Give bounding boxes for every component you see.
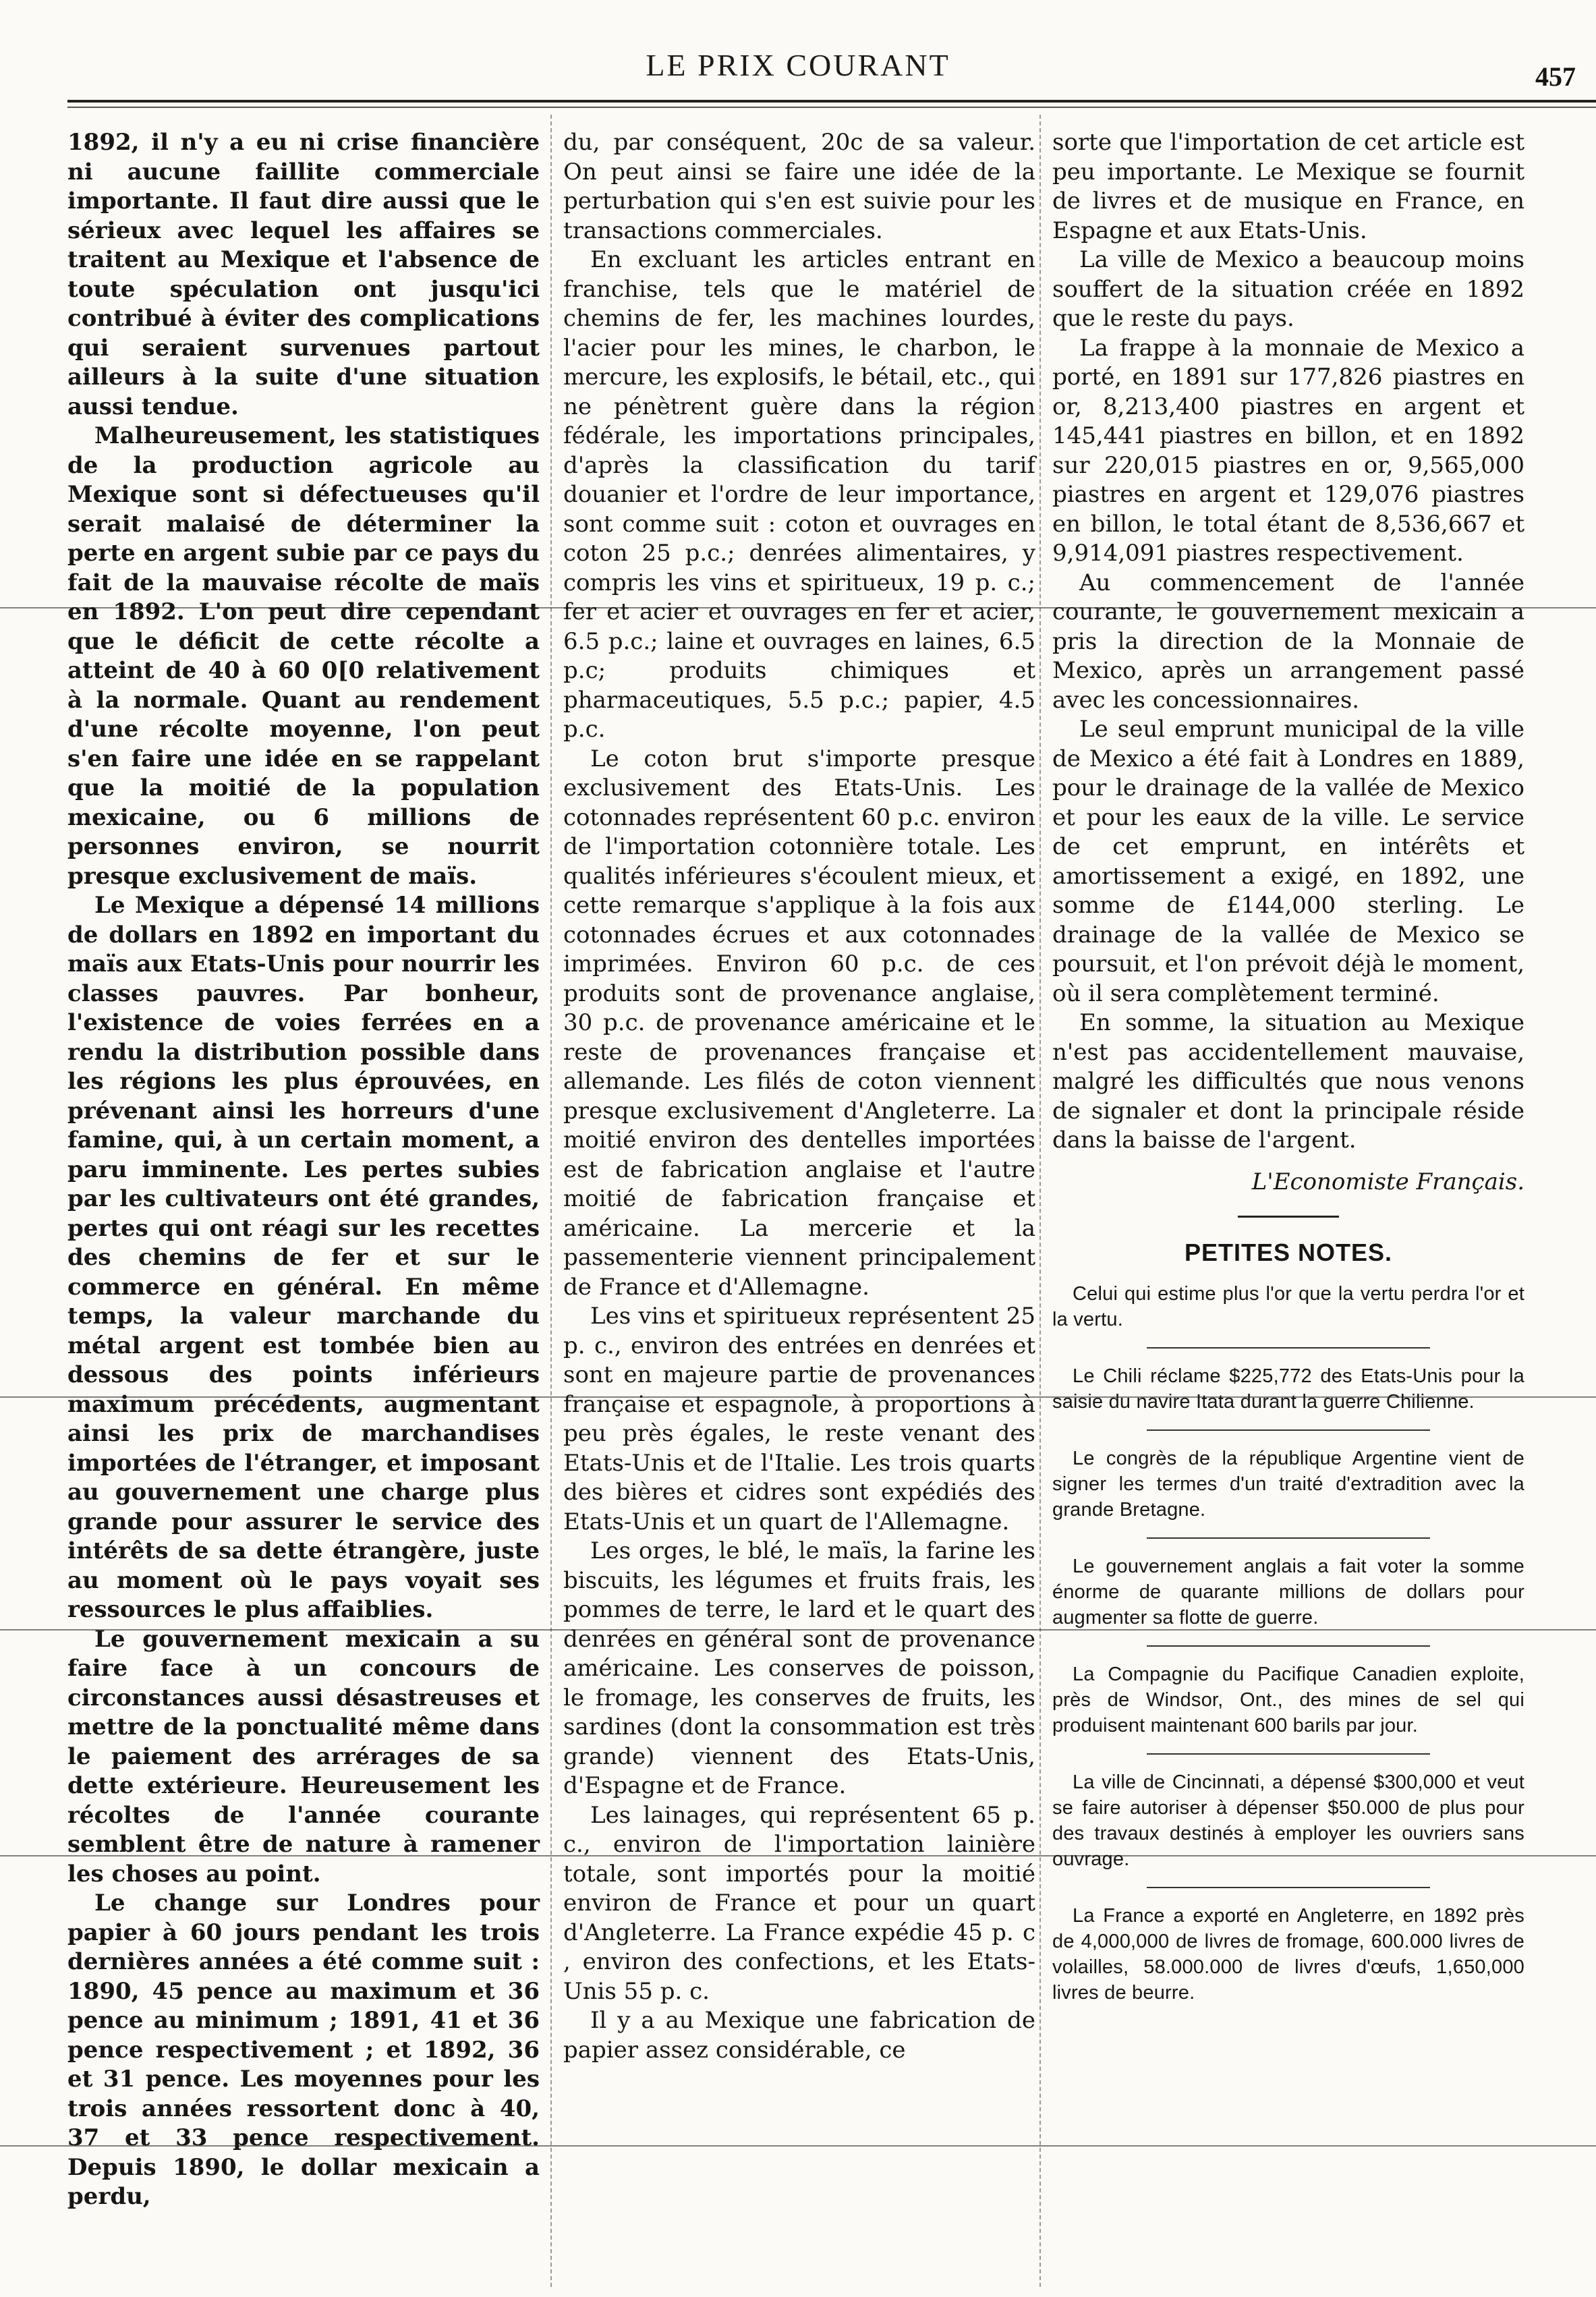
page-header	[0, 0, 1596, 101]
note-divider	[1147, 1347, 1430, 1349]
petites-notes-title: PETITES NOTES.	[1184, 1239, 1393, 1266]
paragraph: La ville de Mexico a beaucoup moins souffert de la situation créée en 1892 que le reste du pays.	[1052, 246, 1524, 332]
note-item: Celui qui estime plus l'or que la vertu perdra l'or et la vertu.	[1052, 1282, 1524, 1330]
scan-crease-line	[0, 1629, 1596, 1630]
column-1	[67, 128, 540, 2212]
note-item: La France a exporté en Angleterre, en 1892 près de 4,000,000 de livres de fromage, 600.000 livres de volailles, 58.000.000 de livres d'œufs, 1,650,000 livres de beurre.	[1052, 1904, 1524, 2004]
paragraph: Il y a au Mexique une fabrication de papier assez considérable, ce	[563, 2007, 1035, 2064]
paragraph: du, par conséquent, 20c de sa valeur. On peut ainsi se faire une idée de la perturbation qui s'en est suivie pour les transactions commerciales.	[563, 129, 1035, 244]
note-divider	[1147, 1887, 1430, 1888]
note-item: Le Chili réclame $225,772 des Etats-Unis pour la saisie du navire Itata durant la guerre Chilienne.	[1052, 1365, 1524, 1413]
paragraph: Au commencement de l'année courante, le gouvernement mexicain a pris la direction de la Monnaie de Mexico, après un arrangement passé avec les concessionnaires.	[1052, 569, 1524, 714]
paragraph: En excluant les articles entrant en franchise, tels que le matériel de chemins de fer, les machines lourdes, l'acier pour les mines, le charbon, le mercure, les explosifs, le bétail, etc., qui ne pénètrent guère dans la région fédérale, les importations principales, d'après la classification du tarif douanier et l'ordre de leur importance, sont comme suit : coton et ouvrages en coton 25 p.c.; denrées alimentaires, y compris les vins et spiritueux, 19 p. c.; fer et acier et ouvrages en fer et acier, 6.5 p.c.; laine et ouvrages en laines, 6.5 p.c; produits chimiques et pharmaceutiques, 5.5 p.c.; papier, 4.5 p.c.	[563, 246, 1035, 743]
header-rule	[67, 100, 1596, 103]
scan-crease-line	[0, 1396, 1596, 1398]
column-divider	[550, 115, 552, 2287]
note-item: Le gouvernement anglais a fait voter la somme énorme de quarante millions de dollars pour augmenter sa flotte de guerre.	[1052, 1555, 1524, 1628]
note-item: La ville de Cincinnati, a dépensé $300,000 et veut se faire autoriser à dépenser $50.000 de plus pour des travaux destinés à employer les ouvriers sans ouvrage.	[1052, 1771, 1524, 1870]
note-item: Le congrès de la république Argentine vient de signer les termes d'un traité d'extradition avec la grande Bretagne.	[1052, 1447, 1524, 1521]
section-ornament-rule	[1238, 1216, 1339, 1218]
header-rule-secondary	[67, 107, 1596, 108]
column-2	[563, 128, 1035, 2065]
paragraph: Le change sur Londres pour papier à 60 jours pendant les trois dernières années a été comme suit : 1890, 45 pence au maximum et 36 pence au minimum ; 1891, 41 et 36 pence respectivement ; et 1892, 36 et 31 pence. Les moyennes pour les trois années ressortent donc à 40, 37 et 33 pence respectivement. Depuis 1890, le dollar mexicain a perdu,	[67, 1890, 540, 2210]
column-3	[1052, 128, 1524, 2014]
scan-crease-line	[0, 2145, 1596, 2147]
paragraph: 1892, il n'y a eu ni crise financière ni aucune faillite commerciale importante. Il faut dire aussi que le sérieux avec lequel les affaires se traitent au Mexique et l'absence de toute spéculation ont jusqu'ici contribué à éviter des complications qui seraient survenues partout ailleurs à la suite d'une situation aussi tendue.	[67, 129, 540, 420]
scan-crease-line	[0, 1855, 1596, 1856]
note-divider	[1147, 1429, 1430, 1431]
paragraph: sorte que l'importation de cet article est peu importante. Le Mexique se fournit de livres et de musique en France, en Espagne et aux Etats-Unis.	[1052, 129, 1524, 244]
paragraph: Le coton brut s'importe presque exclusivement des Etats-Unis. Les cotonnades représentent 60 p.c. environ de l'importation cotonnière totale. Les qualités inférieures s'écoulent mieux, et cette remarque s'applique à la fois aux cotonnades écrues et aux cotonnades imprimées. Environ 60 p.c. de ces produits sont de provenance anglaise, 30 p.c. de provenance américaine et le reste de provenances française et allemande. Les filés de coton viennent presque exclusivement d'Angleterre. La moitié environ des dentelles importées est de fabrication anglaise et l'autre moitié de fabrication française et américaine. La mercerie et la passementerie viennent principalement de France et d'Allemagne.	[563, 745, 1036, 1301]
note-divider	[1147, 1645, 1430, 1647]
journal-title: LE PRIX COURANT	[646, 48, 950, 82]
paragraph: Les orges, le blé, le maïs, la farine les biscuits, les légumes et fruits frais, les pommes de terre, le lard et le quart des denrées en général sont de provenance américaine. Les conserves de poisson, le fromage, les conserves de fruits, les sardines (dont la consommation est très grande) viennent des Etats-Unis, d'Espagne et de France.	[563, 1537, 1035, 1799]
paragraph: Le seul emprunt municipal de la ville de Mexico a été fait à Londres en 1889, pour le drainage de la vallée de Mexico et pour les eaux de la ville. Le service de cet emprunt, en intérêts et amortissement a exigé, en 1892, une somme de £144,000 sterling. Le drainage de la vallée de Mexico se poursuit, et l'on prévoit déjà le moment, où il sera complètement terminé.	[1052, 716, 1524, 1007]
note-divider	[1147, 1537, 1430, 1539]
paragraph: Le gouvernement mexicain a su faire face à un concours de circonstances aussi désastreuses et mettre de la ponctualité même dans le paiement des arrérages de sa dette extérieure. Heureusement les récoltes de l'année courante semblent être de nature à ramener les choses au point.	[67, 1625, 540, 1888]
note-divider	[1147, 1753, 1430, 1755]
paragraph: Malheureusement, les statistiques de la production agricole au Mexique sont si défectueuses qu'il serait malaisé de déterminer la perte en argent subie par ce pays du fait de la mauvaise récolte de maïs en 1892. L'on peut dire cependant que le déficit de cette récolte a atteint de 40 à 60 0[0 relativement à la normale. Quant au rendement d'une récolte moyenne, l'on peut s'en faire une idée en se rappelant que la moitié de la population mexicaine, ou 6 millions de personnes environ, se nourrit presque exclusivement de maïs.	[67, 422, 540, 890]
scan-crease-line	[0, 607, 1596, 608]
paragraph: Les vins et spiritueux représentent 25 p. c., environ des entrées en denrées et sont en majeure partie de provenances française et espagnole, à proportions à peu près égales, le reste venant des Etats-Unis et de l'Italie. Les trois quarts des bières et cidres sont expédiés des Etats-Unis et un quart de l'Allemagne.	[563, 1303, 1035, 1535]
article-signature: L'Economiste Français.	[1251, 1168, 1524, 1195]
petites-notes-list	[1052, 1281, 1524, 2006]
paragraph: Le Mexique a dépensé 14 millions de dollars en 1892 en important du maïs aux Etats-Unis pour nourrir les classes pauvres. Par bonheur, l'existence de voies ferrées en a rendu la distribution possible dans les régions les plus éprouvées, en prévenant ainsi les horreurs d'une famine, qui, à un certain moment, a paru imminente. Les pertes subies par les cultivateurs ont été grandes, pertes qui ont réagi sur les recettes des chemins de fer et sur le commerce en général. En même temps, la valeur marchande du métal argent est tombée bien au dessous des points inférieurs maximum précédents, augmentant ainsi les prix de marchandises importées de l'étranger, et imposant au gouvernement une charge plus grande pour assurer le service des intérêts de sa dette étrangère, juste au moment où le pays voyait ses ressources le plus affaiblies.	[67, 892, 540, 1623]
note-item: La Compagnie du Pacifique Canadien exploite, près de Windsor, Ont., des mines de sel qui produisent maintenant 600 barils par jour.	[1052, 1663, 1524, 1736]
paragraph: La frappe à la monnaie de Mexico a porté, en 1891 sur 177,826 piastres en or, 8,213,400 piastres en argent et 145,441 piastres en billon, et en 1892 sur 220,015 piastres en or, 9,565,000 piastres en argent et 129,076 piastres en billon, le total étant de 8,536,667 et 9,914,091 piastres respectivement.	[1052, 334, 1524, 567]
paragraph: Les lainages, qui représentent 65 p. c., environ de l'importation lainière totale, sont importés pour la moitié environ de France et pour un quart d'Angleterre. La France expédie 45 p. c , environ des confections, et les Etats-Unis 55 p. c.	[563, 1801, 1035, 2005]
page-number: 457	[1535, 61, 1576, 92]
paragraph: En somme, la situation au Mexique n'est pas accidentellement mauvaise, malgré les difficultés que nous venons de signaler et dont la principale réside dans la baisse de l'argent.	[1052, 1009, 1524, 1154]
column-divider	[1039, 115, 1041, 2287]
